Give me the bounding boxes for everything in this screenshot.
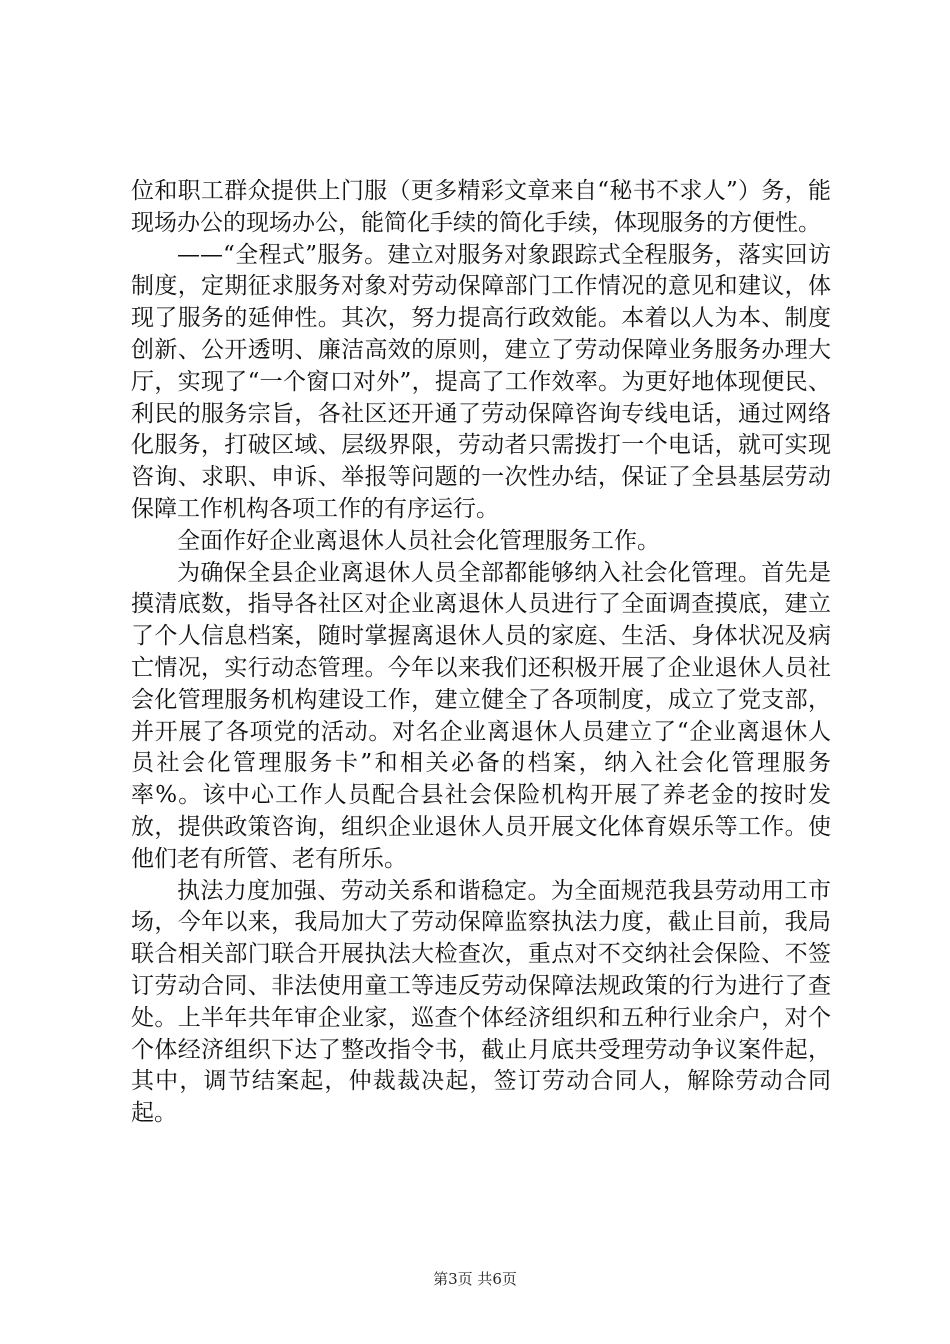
paragraph-1: 位和职工群众提供上门服（更多精彩文章来自“秘书不求人”）务，能现场办公的现场办公，能简化手续的简化手续，体现服务的方便性。: [131, 178, 831, 236]
document-body: [131, 176, 831, 1130]
paragraph-4: 为确保全县企业离退休人员全部都能够纳入社会化管理。首先是摸清底数，指导各社区对企业离退休人员进行了全面调查摸底，建立了个人信息档案，随时掌握离退休人员的家庭、生活、身体状况及病亡情况，实行动态管理。今年以来我们还积极开展了企业退休人员社会化管理服务机构建设工作，建立健全了各项制度，成立了党支部，并开展了各项党的活动。对名企业离退休人员建立了“企业离退休人员社会化管理服务卡”和相关必备的档案，纳入社会化管理服务率%。该中心工作人员配合县社会保险机构开展了养老金的按时发放，提供政策咨询，组织企业退休人员开展文化体育娱乐等工作。使他们老有所管、老有所乐。: [131, 559, 831, 872]
page-number-footer: 第3页 共6页: [433, 1270, 517, 1288]
paragraph-2: ——“全程式”服务。建立对服务对象跟踪式全程服务，落实回访制度，定期征求服务对象对劳动保障部门工作情况的意见和建议，体现了服务的延伸性。其次，努力提高行政效能。本着以人为本、制度创新、公开透明、廉洁高效的原则，建立了劳动保障业务服务办理大厅，实现了“一个窗口对外”，提高了工作效率。为更好地体现便民、利民的服务宗旨，各社区还开通了劳动保障咨询专线电话，通过网络化服务，打破区域、层级界限，劳动者只需拨打一个电话，就可实现咨询、求职、申诉、举报等问题的一次性办结，保证了全县基层劳动保障工作机构各项工作的有序运行。: [131, 241, 831, 522]
paragraph-5: 执法力度加强、劳动关系和谐稳定。为全面规范我县劳动用工市场，今年以来，我局加大了劳动保障监察执法力度，截止目前，我局联合相关部门联合开展执法大检查次，重点对不交纳社会保险、不签订劳动合同、非法使用童工等违反劳动保障法规政策的行为进行了查处。上半年共年审企业家，巡查个体经济组织和五种行业余户，对个个体经济组织下达了整改指令书，截止月底共受理劳动争议案件起，其中，调节结案起，仲裁裁决起，签订劳动合同人，解除劳动合同起。: [131, 877, 831, 1127]
paragraph-3: 全面作好企业离退休人员社会化管理服务工作。: [177, 527, 660, 554]
